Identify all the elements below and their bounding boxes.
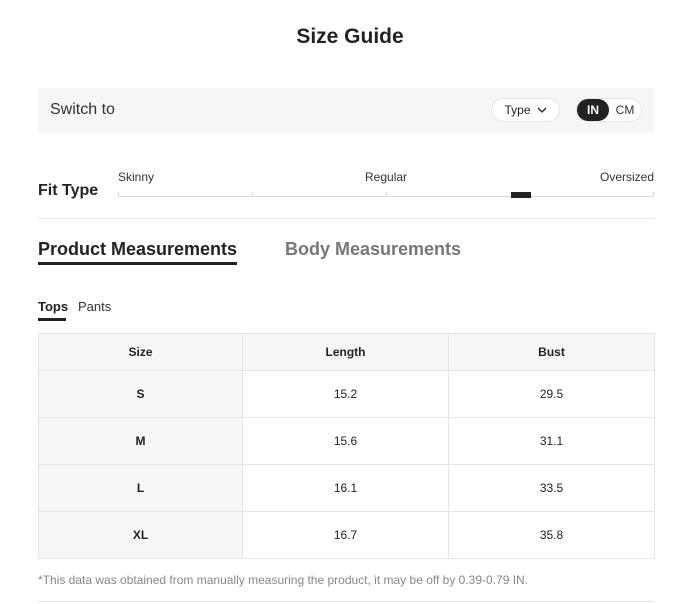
subtab-tops[interactable]: Tops: [38, 299, 69, 314]
table-row: [39, 512, 655, 559]
tab-active-underline: [38, 262, 237, 265]
table-row: [39, 371, 655, 418]
length-cell: 16.7: [243, 512, 449, 559]
fit-scale-skinny: Skinny: [118, 170, 155, 184]
length-cell: 15.2: [243, 371, 449, 418]
unit-in-option[interactable]: IN: [577, 99, 609, 121]
chevron-down-icon: [537, 107, 547, 113]
page-title: Size Guide: [296, 25, 404, 48]
fit-type-label: Fit Type: [38, 182, 99, 199]
tab-product-measurements[interactable]: Product Measurements: [38, 239, 238, 259]
size-cell: S: [39, 371, 243, 418]
unit-cm-option[interactable]: CM: [615, 103, 635, 117]
subtab-active-underline: [38, 318, 66, 321]
fit-tick: [118, 192, 119, 197]
switch-bar: [38, 88, 654, 133]
type-dropdown-button[interactable]: [491, 98, 560, 122]
divider: [38, 218, 654, 219]
bust-cell: 33.5: [449, 465, 655, 512]
size-table: [38, 333, 655, 559]
table-row: [39, 418, 655, 465]
size-cell: L: [39, 465, 243, 512]
length-cell: 15.6: [243, 418, 449, 465]
fit-tick: [653, 192, 654, 197]
header-bust: Bust: [449, 334, 655, 371]
subtab-pants[interactable]: Pants: [78, 299, 112, 314]
bust-cell: 35.8: [449, 512, 655, 559]
switch-label: Switch to: [50, 101, 115, 118]
size-cell: M: [39, 418, 243, 465]
header-length: Length: [243, 334, 449, 371]
tab-body-measurements[interactable]: Body Measurements: [285, 239, 462, 259]
bust-cell: 29.5: [449, 371, 655, 418]
header-size: Size: [39, 334, 243, 371]
bust-cell: 31.1: [449, 418, 655, 465]
fit-scale-regular: Regular: [365, 170, 408, 184]
table-header-row: [39, 334, 655, 371]
unit-toggle: [576, 98, 642, 122]
fit-type-marker: [511, 192, 531, 198]
table-row: [39, 465, 655, 512]
fit-tick: [386, 192, 387, 197]
divider: [38, 601, 654, 602]
size-cell: XL: [39, 512, 243, 559]
length-cell: 16.1: [243, 465, 449, 512]
type-label: Type: [504, 103, 531, 117]
fit-scale-oversized: Oversized: [600, 170, 655, 184]
fit-tick: [252, 192, 253, 197]
measurement-footnote: *This data was obtained from manually measuring the product, it may be off by 0.39-0.79 IN.: [38, 573, 529, 587]
